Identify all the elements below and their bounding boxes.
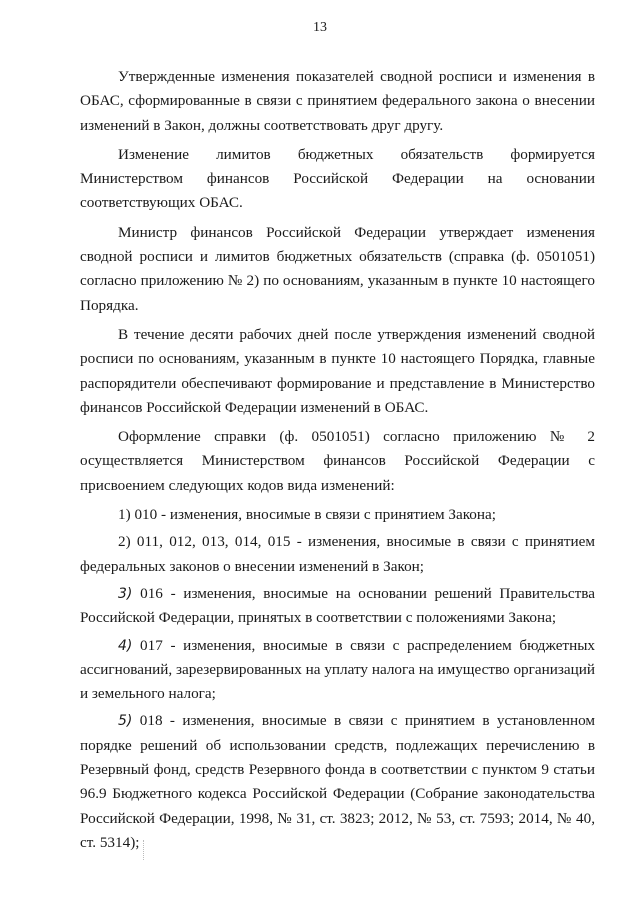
list-item bbox=[80, 503, 595, 527]
page-number: 13 bbox=[313, 20, 327, 35]
list-item-number: 5) bbox=[118, 713, 133, 730]
list-item-text: 010 - изменения, вносимые в связи с принятием Закона; bbox=[134, 506, 496, 524]
paragraph: В течение десяти рабочих дней после утверждения изменений сводной росписи по основаниям, указанным в пункте 10 настоящего Порядка, главные распорядители обеспечивают формирование и представление в Министерство финансов Российской Федерации изменений в ОБАС. bbox=[80, 325, 595, 416]
list-item-number: 2) bbox=[118, 533, 131, 551]
document-body bbox=[80, 65, 595, 858]
list-item bbox=[80, 582, 595, 631]
list-item bbox=[80, 530, 595, 579]
scan-mark bbox=[143, 840, 147, 860]
list-item-number: 4) bbox=[118, 637, 133, 654]
paragraph: Утвержденные изменения показателей сводной росписи и изменения в ОБАС, сформированные в связи с принятием федерального закона о внесении изменений в Закон, должны соответствовать друг другу. bbox=[80, 68, 595, 134]
paragraph: Изменение лимитов бюджетных обязательств формируется Министерством финансов Российской Федерации на основании соответствующих ОБАС. bbox=[80, 145, 595, 212]
paragraph: Министр финансов Российской Федерации утверждает изменения сводной росписи и лимитов бюджетных обязательств (справка (ф. 0501051) согласно приложению № 2) по основаниям, указанным в пункте 10 настоящего Порядка. bbox=[80, 223, 595, 314]
list-item bbox=[80, 634, 595, 707]
list-item-text: 016 - изменения, вносимые на основании решений Правительства Российской Федерации, принятых в соответствии с положениями Закона; bbox=[80, 584, 595, 627]
list-item-text: 017 - изменения, вносимые в связи с распределением бюджетных ассигнований, зарезервированных на уплату налога на имущество организаций и земельного налога; bbox=[80, 636, 595, 703]
paragraph: Оформление справки (ф. 0501051) согласно приложению № 2 осуществляется Министерством финансов Российской Федерации с присвоением следующих кодов вида изменений: bbox=[80, 428, 595, 494]
list-item-text: 011, 012, 013, 014, 015 - изменения, вносимые в связи с принятием федеральных законов о внесении изменений в Закон; bbox=[80, 533, 595, 575]
list-item-number: 1) bbox=[118, 506, 131, 524]
list-item bbox=[80, 709, 595, 855]
list-item-number: 3) bbox=[118, 585, 133, 602]
list-item-text: 018 - изменения, вносимые в связи с принятием в установленном порядке решений об использовании средств, подлежащих перечислению в Резервный фонд, средств Резервного фонда в соответствии с пунктом 9 статьи 96.9 Бюджетного кодекса Российской Федерации (Собрание законодательства Российской Федерации, 1998, № 31, ст. 3823; 2012, № 53, ст. 7593; 2014, № 40, ст. 5314); bbox=[80, 712, 595, 851]
